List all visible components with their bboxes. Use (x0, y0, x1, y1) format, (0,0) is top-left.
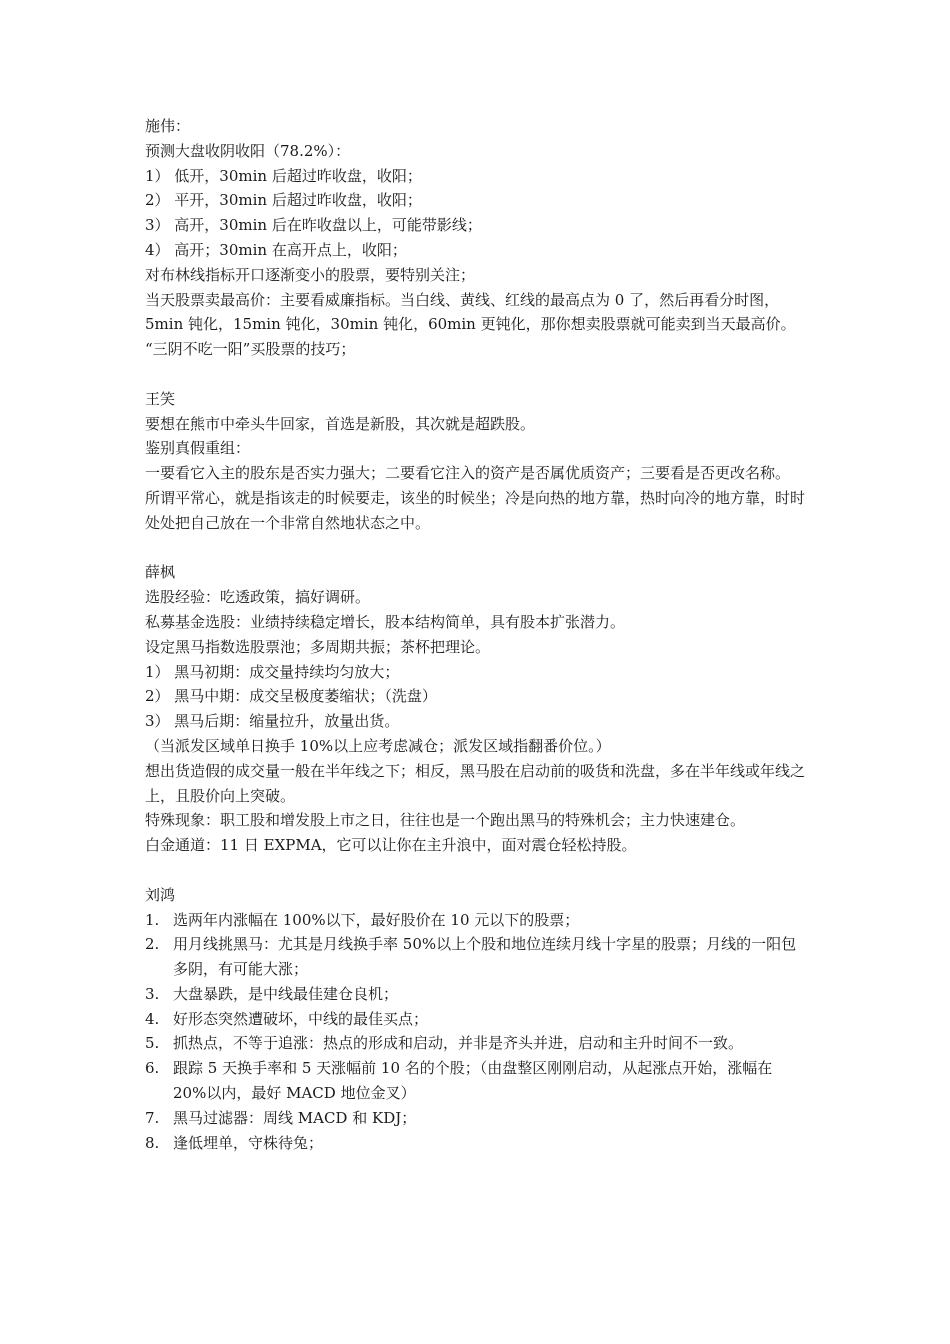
list-item-number: 6. (145, 1059, 160, 1078)
paragraph: 白金通道：11 日 EXPMA，它可以让你在主升浪中，面对震仓轻松持股。 (145, 836, 637, 855)
paragraph: 鉴别真假重组： (145, 439, 251, 458)
section-heading: 施伟： (145, 117, 191, 135)
section-gap (145, 536, 810, 561)
section-liuhong (145, 883, 810, 1156)
section-wangxiao (145, 387, 810, 536)
paragraph: 4） 高开；30min 在高开点上，收阳； (145, 240, 407, 259)
list-item (145, 1131, 810, 1156)
paragraph: 特殊现象：职工股和增发股上市之日，往往也是一个跑出黑马的特殊机会；主力快速建仓。 (145, 811, 746, 830)
list-item (145, 982, 810, 1007)
list-item (145, 1031, 810, 1056)
list-item-text: 跟踪 5 天换手率和 5 天涨幅前 10 名的个股；（由盘整区刚刚启动，从起涨点开始，涨幅在 20%以内，最好 MACD 地位金叉） (173, 1059, 773, 1103)
section-gap (145, 858, 810, 883)
list-item-number: 2. (145, 935, 160, 954)
paragraph: 要想在熊市中牵头牛回家，首选是新股，其次就是超跌股。 (145, 414, 536, 433)
list-item-text: 用月线挑黑马：尤其是月线换手率 50%以上个股和地位连续月线十字星的股票；月线的一阳包多阴，有可能大涨； (173, 935, 797, 979)
paragraph: “三阴不吃一阳”买股票的技巧； (145, 340, 356, 359)
paragraph: 1） 低开，30min 后超过昨收盘，收阳； (145, 166, 422, 185)
list-item (145, 1106, 810, 1131)
list-item-text: 大盘暴跌，是中线最佳建仓良机； (173, 984, 399, 1003)
section-gap (145, 362, 810, 387)
section-heading: 薛枫 (145, 563, 176, 582)
paragraph: 预测大盘收阴收阳（78.2%）： (145, 141, 351, 160)
list-item (145, 1056, 810, 1106)
list-item-text: 逢低埋单，守株待兔； (173, 1133, 324, 1152)
section-heading: 刘鸿 (145, 885, 176, 904)
paragraph: 想出货造假的成交量一般在半年线之下；相反，黑马股在启动前的吸货和洗盘，多在半年线或年线之上，且股价向上突破。 (145, 761, 806, 805)
paragraph: 选股经验：吃透政策，搞好调研。 (145, 588, 371, 607)
list-item-number: 7. (145, 1108, 160, 1127)
list-item (145, 932, 810, 982)
list-item-text: 好形态突然遭破坏，中线的最佳买点； (173, 1009, 429, 1028)
paragraph: 设定黑马指数选股票池；多周期共振；茶杯把理论。 (145, 637, 491, 656)
paragraph: 1） 黑马初期：成交量持续均匀放大； (145, 662, 400, 681)
paragraph: 2） 黑马中期：成交呈极度萎缩状；（洗盘） (145, 687, 437, 706)
paragraph: 3） 黑马后期：缩量拉升，放量出货。 (145, 712, 400, 731)
list-item (145, 908, 810, 933)
paragraph: 一要看它入主的股东是否实力强大；二要看它注入的资产是否属优质资产；三要看是否更改名称。 (145, 464, 791, 483)
list-item-number: 4. (145, 1009, 160, 1028)
list-item-number: 5. (145, 1034, 160, 1053)
list-item-number: 8. (145, 1133, 160, 1152)
paragraph: 所谓平常心，就是指该走的时候要走，该坐的时候坐；冷是向热的地方靠，热时向冷的地方靠，时时处处把自己放在一个非常自然地状态之中。 (145, 488, 806, 532)
section-shiwei (145, 114, 810, 362)
paragraph: 3） 高开，30min 后在昨收盘以上，可能带影线； (145, 216, 482, 235)
paragraph: 2） 平开，30min 后超过昨收盘，收阳； (145, 191, 422, 210)
paragraph: 私募基金选股：业绩持续稳定增长，股本结构简单，具有股本扩张潜力。 (145, 612, 626, 631)
section-xuefeng (145, 560, 810, 858)
section-heading: 王笑 (145, 389, 176, 408)
paragraph: 当天股票卖最高价：主要看威廉指标。当白线、黄线、红线的最高点为 0 了，然后再看分时图，5min 钝化，15min 钝化，30min 钝化，60min 更钝化，那你想卖股票就可能卖到当天最高价。 (145, 290, 796, 334)
list-item-text: 抓热点，不等于追涨：热点的形成和启动，并非是齐头并进，启动和主升时间不一致。 (173, 1034, 744, 1053)
paragraph: 对布林线指标开口逐渐变小的股票，要特别关注； (145, 265, 476, 284)
list-item-text: 黑马过滤器：周线 MACD 和 KDJ； (173, 1108, 417, 1127)
list-item-number: 3. (145, 984, 160, 1003)
paragraph: （当派发区域单日换手 10%以上应考虑减仓；派发区域指翻番价位。） (145, 736, 611, 755)
list-item-number: 1. (145, 910, 160, 929)
list-item (145, 1007, 810, 1032)
list-item-text: 选两年内涨幅在 100%以下，最好股价在 10 元以下的股票； (173, 910, 580, 929)
document-body (145, 114, 810, 1155)
